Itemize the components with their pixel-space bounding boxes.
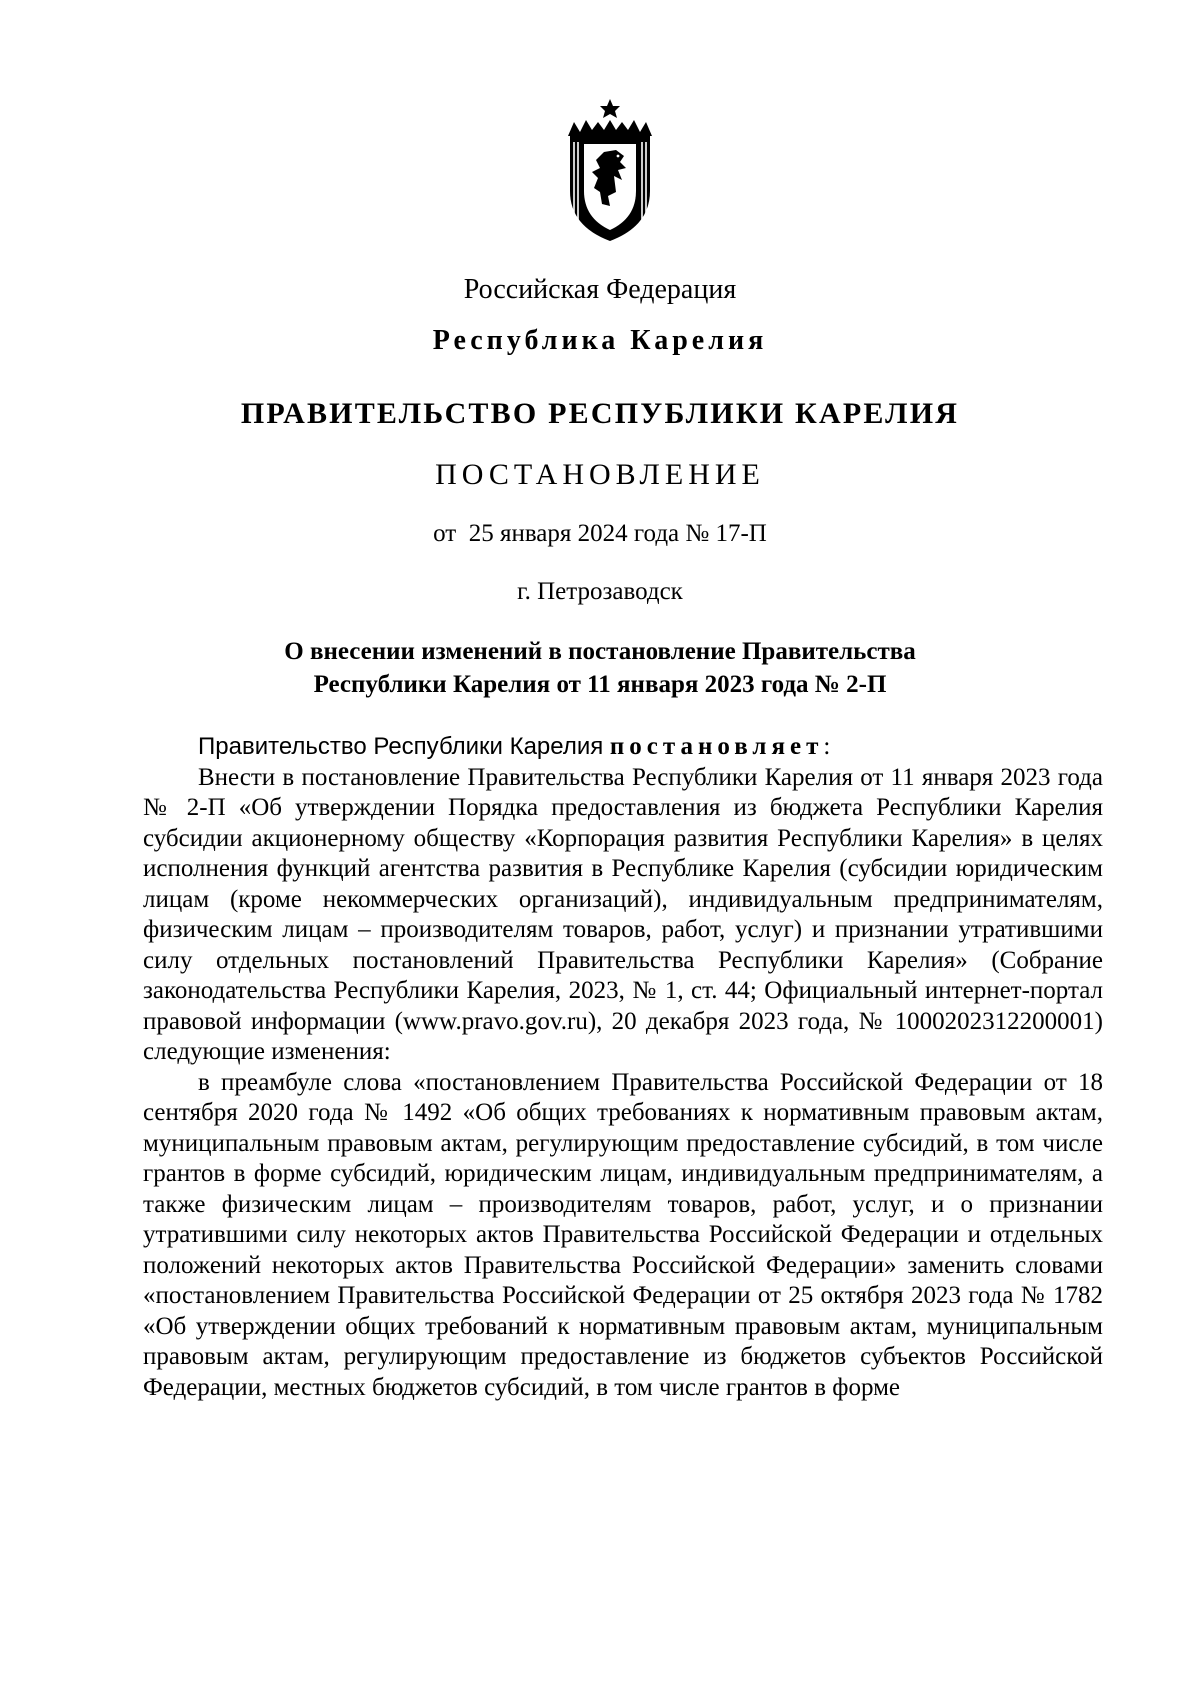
preamble-paragraph	[143, 732, 1103, 763]
document-city: г. Петрозаводск	[517, 578, 683, 605]
republic-name: Республика Карелия	[432, 325, 768, 356]
karelia-coat-of-arms-icon	[560, 96, 660, 246]
preamble-colon: :	[823, 733, 831, 760]
preamble-lead: Правительство Республики Карелия	[198, 733, 610, 760]
body-paragraph-1: Внести в постановление Правительства Республики Карелия от 11 января 2023 года № 2-П «Об утверждении Порядка предоставления из бюджета Республики Карелия субсидии акционерному обществу «Корпорация развития Республики Карелия» в целях исполнения функций агентства развития в Республике Карелия (субсидии юридическим лицам (кроме некоммерческих организаций), индивидуальным предпринимателям, физическим лицам – производителям товаров, работ, услуг) и признании утратившими силу отдельных постановлений Правительства Республики Карелия» (Собрание законодательства Республики Карелия, 2023, № 1, ст. 44; Официальный интернет-портал правовой информации (www.pravo.gov.ru), 20 декабря 2023 года, № 1000202312200001) следующие изменения:	[143, 763, 1103, 1065]
subject-line-2: Республики Карелия от 11 января 2023 года № 2-П	[313, 671, 887, 698]
preamble-verb: постановляет	[609, 733, 824, 760]
government-name: ПРАВИТЕЛЬСТВО РЕСПУБЛИКИ КАРЕЛИЯ	[240, 397, 960, 430]
country-name: Российская Федерация	[463, 274, 737, 305]
document-body	[143, 732, 1103, 1403]
document-subject	[0, 635, 1200, 701]
document-type: ПОСТАНОВЛЕНИЕ	[435, 458, 765, 491]
body-paragraph-2: в преамбуле слова «постановлением Правительства Российской Федерации от 18 сентября 2020 года № 1492 «Об общих требованиях к нормативным правовым актам, муниципальным правовым актам, регулирующим предоставление субсидий, в том числе грантов в форме субсидий, юридическим лицам, индивидуальным предпринимателям, а также физическим лицам – производителям товаров, работ, услуг, и о признании утратившими силу некоторых актов Правительства Российской Федерации и отдельных положений некоторых актов Правительства Российской Федерации» заменить словами «постановлением Правительства Российской Федерации от 25 октября 2023 года № 1782 «Об утверждении общих требований к нормативным правовым актам, муниципальным правовым актам, регулирующим предоставление из бюджетов субъектов Российской Федерации, местных бюджетов субсидий, в том числе грантов в форме	[143, 1068, 1103, 1401]
document-date-number: от 25 января 2024 года № 17-П	[433, 520, 767, 547]
subject-line-1: О внесении изменений в постановление Правительства	[284, 638, 916, 665]
